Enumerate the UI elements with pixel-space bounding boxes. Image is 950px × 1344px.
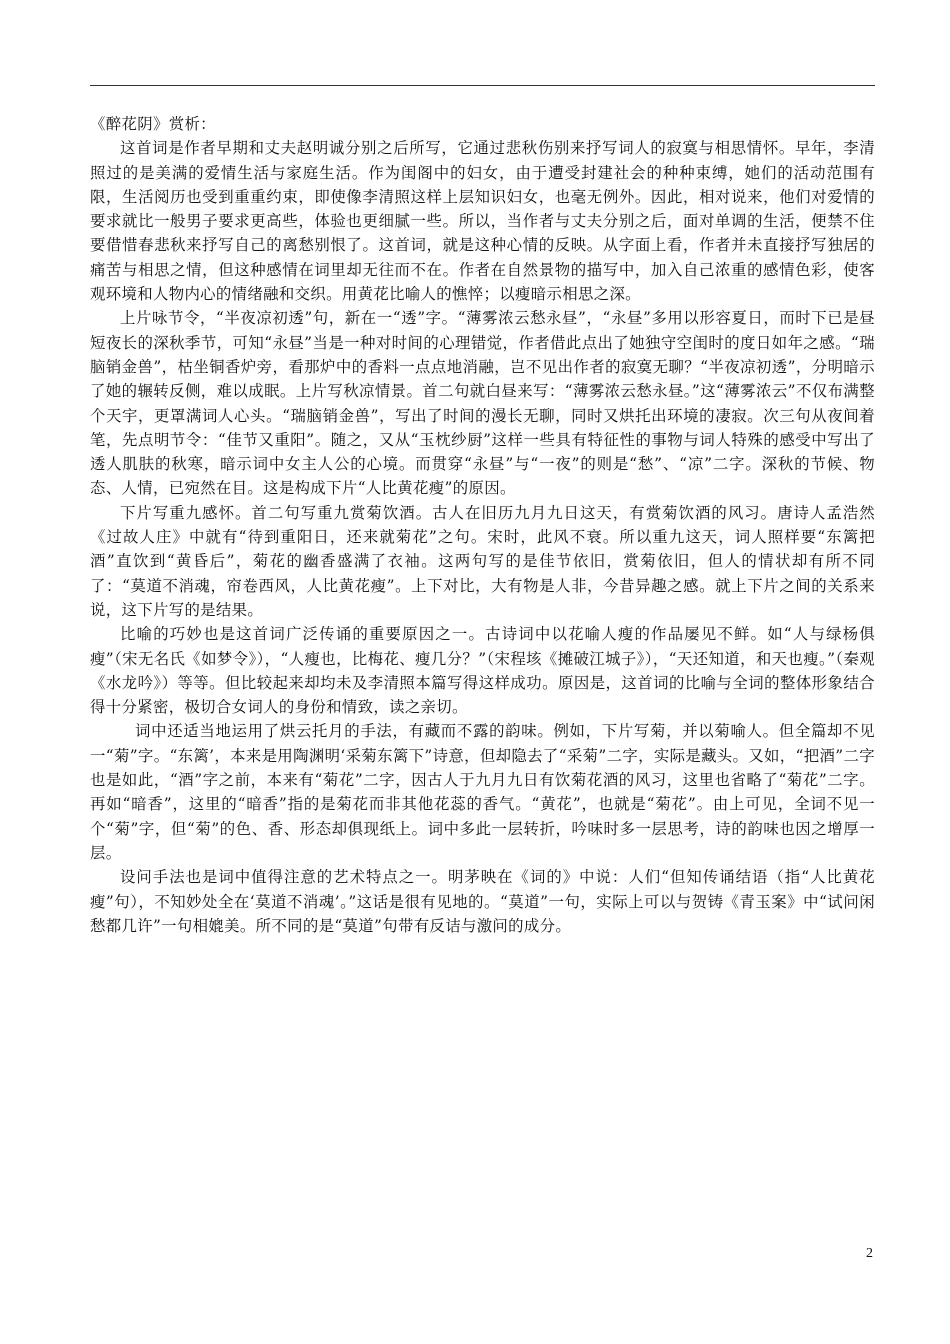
paragraph-upper-stanza: 上片咏节令，“半夜凉初透”句，新在一“透”字。“薄雾浓云愁永昼”，“永昼”多用以形容夏日，而时下已是昼短夜长的深秋季节，可知“永昼”当是一种对时间的心理错觉，作者借此点出了她独守空闺时的度日如年之感。“瑞脑销金兽”，枯坐铜香炉旁，看那炉中的香料一点点地消融，岂不见出作者的寂寞无聊？“半夜凉初透”，分明暗示了她的辗转反侧，难以成眠。上片写秋凉情景。首二句就白昼来写：“薄雾浓云愁永昼。”这“薄雾浓云”不仅布满整个天宇，更罩满词人心头。“瑞脑销金兽”，写出了时间的漫长无聊，同时又烘托出环境的凄寂。次三句从夜间着笔，先点明节令：“佳节又重阳”。随之，又从“玉枕纱厨”这样一些具有特征性的事物与词人特殊的感受中写出了透人肌肤的秋寒，暗示词中女主人公的心境。而贯穿“永昼”与“一夜”的则是“愁”、“凉”二字。深秋的节候、物态、人情，已宛然在目。这是构成下片“人比黄花瘦”的原因。 [90,309,875,498]
paragraph-metaphor: 比喻的巧妙也是这首词广泛传诵的重要原因之一。古诗词中以花喻人瘦的作品屡见不鲜。如“人与绿杨俱瘦”（宋无名氏《如梦令》），“人瘦也，比梅花、瘦几分？”（宋程垓《摊破江城子》），“天还知道，和天也瘦。”（秦观《水龙吟》）等等。但比较起来却均未及李清照本篇写得这样成功。原因是，这首词的比喻与全词的整体形象结合得十分紧密，极切合女词人的身份和情致，读之亲切。 [90,625,875,717]
page-number: 2 [866,1246,873,1261]
article-title: 《醉花阴》赏析： [90,115,216,133]
paragraph-lower-stanza: 下片写重九感怀。首二句写重九赏菊饮酒。古人在旧历九月九日这天，有赏菊饮酒的风习。唐诗人孟浩然《过故人庄》中就有“待到重阳日，还来就菊花”之句。宋时，此风不衰。所以重九这天，词人照样要“东篱把酒”直饮到“黄昏后”，菊花的幽香盛满了衣袖。这两句写的是佳节依旧，赏菊依旧，但人的情状却有所不同了：“莫道不消魂，帘卷西风，人比黄花瘦”。上下对比，大有物是人非，今昔异趣之感。就上下片之间的关系来说，这下片写的是结果。 [90,503,875,619]
header-rule [90,85,875,86]
paragraph-rhetorical-question: 设问手法也是词中值得注意的艺术特点之一。明茅映在《词的》中说：人们“但知传诵结语（指“人比黄花瘦”句），不知妙处全在‘莫道不消魂’。”这话是很有见地的。“莫道”一句，实际上可以与贺铸《青玉案》中“试问闲愁都几许”一句相媲美。所不同的是“莫道”句带有反诘与激问的成分。 [90,868,875,935]
article-body [90,112,875,938]
paragraph-technique: 词中还适当地运用了烘云托月的手法，有藏而不露的韵味。例如，下片写菊，并以菊喻人。但全篇却不见一“菊”字。“东篱’，本来是用陶渊明‘采菊东篱下”诗意，但却隐去了“采菊”二字，实际是藏头。又如，“把酒”二字也是如此，“酒”字之前，本来有“菊花”二字，因古人于九月九日有饮菊花酒的风习，这里也省略了“菊花”二字。再如“暗香”，这里的“暗香”指的是菊花而非其他花蕊的香气。“黄花”，也就是“菊花”。由上可见，全词不见一个“菊”字，但“菊”的色、香、形态却俱现纸上。词中多此一层转折，吟味时多一层思考，诗的韵味也因之增厚一层。 [90,722,875,862]
paragraph-intro: 这首词是作者早期和丈夫赵明诚分别之后所写，它通过悲秋伤别来抒写词人的寂寞与相思情怀。早年，李清照过的是美满的爱情生活与家庭生活。作为闺阁中的妇女，由于遭受封建社会的种种束缚，她们的活动范围有限，生活阅历也受到重重约束，即使像李清照这样上层知识妇女，也毫无例外。因此，相对说来，他们对爱情的要求就比一般男子要求更高些，体验也更细腻一些。所以，当作者与丈夫分别之后，面对单调的生活，便禁不住要借惜春悲秋来抒写自己的离愁别恨了。这首词，就是这种心情的反映。从字面上看，作者并未直接抒写独居的痛苦与相思之情，但这种感情在词里却无往而不在。作者在自然景物的描写中，加入自己浓重的感情色彩，使客观环境和人物内心的情绪融和交织。用黄花比喻人的憔悴；以瘦暗示相思之深。 [90,139,875,304]
